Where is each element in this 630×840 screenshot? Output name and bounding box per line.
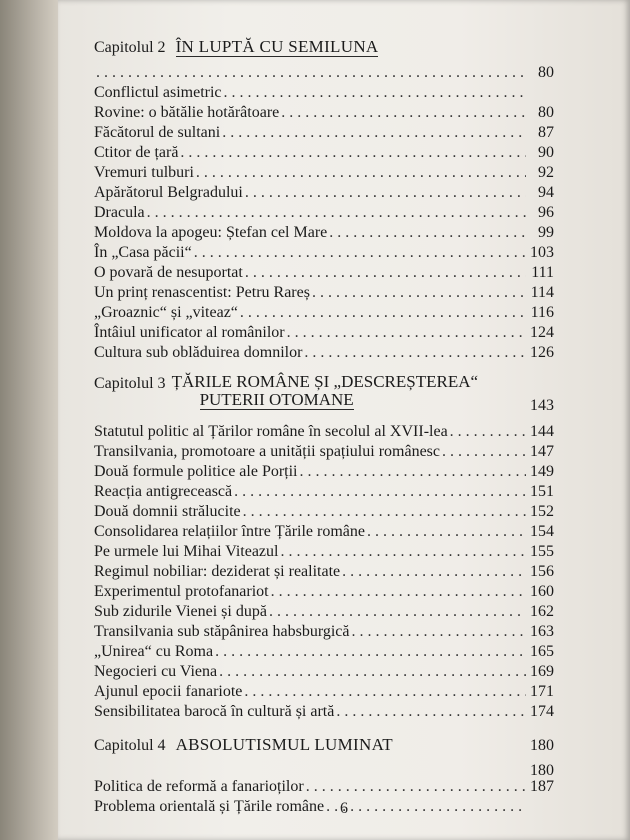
page-number: 6 [340,800,348,817]
toc-entry [94,103,554,123]
toc-page: 151 [530,483,554,500]
toc-page: 163 [530,623,554,640]
toc-page: 149 [530,463,554,480]
toc-label: Moldova la apogeu: Ștefan cel Mare [94,224,328,241]
toc-entry [94,662,554,682]
toc-entry [94,303,554,323]
table-of-contents [94,30,554,823]
chapter-2-title [94,36,378,59]
leader-dots [215,642,526,662]
toc-page: 169 [530,663,554,680]
leader-dots [245,183,526,203]
toc-page: 124 [530,324,554,341]
toc-page: 156 [530,563,554,580]
toc-entry [94,263,554,283]
toc-page: 165 [530,643,554,660]
leader-dots [271,582,526,602]
chapter-4-prefix: Capitolul 4 [94,737,166,754]
toc-page: 174 [530,703,554,720]
leader-dots [244,682,526,702]
toc-label: Experimentul protofanariot [94,583,269,600]
toc-label: Statutul politic al Țărilor române în secolul al XVII-lea [94,423,448,440]
toc-label: Pe urmele lui Mihai Viteazul [94,543,279,560]
leader-dots [287,323,526,343]
leader-dots [367,522,526,542]
toc-label: Reacția antigrecească [94,483,233,500]
leader-dots [147,203,526,223]
chapter-4-title [94,734,393,757]
toc-page: 80 [538,104,554,121]
leader-dots [352,622,527,642]
toc-label: Dracula [94,204,145,221]
toc-entry [94,797,554,817]
toc-label: Două formule politice ale Porții [94,463,298,480]
toc-entry [94,442,554,462]
leader-dots [312,283,526,303]
toc-label: „Groaznic“ și „viteaz“ [94,304,238,321]
toc-label: Transilvania, promotoare a unității spațiului românesc [94,443,440,460]
toc-entry [94,522,554,542]
toc-label: Apărătorul Belgradului [94,184,243,201]
toc-page: 154 [530,523,554,540]
leader-dots [304,343,526,363]
leader-dots [326,797,526,817]
toc-page: 160 [530,583,554,600]
chapter-4-name: ABSOLUTISMUL LUMINAT [175,735,393,754]
toc-entry [94,502,554,522]
toc-entry [94,482,554,502]
toc-entry [94,183,554,203]
toc-page: 155 [530,543,554,560]
leader-dots [280,542,526,562]
leader-dots [180,143,526,163]
leader-dots [342,562,526,582]
toc-page: 87 [538,124,554,141]
leader-dots [243,502,526,522]
chapter-2-heading [94,36,554,59]
toc-page: 90 [538,144,554,161]
toc-label: „Unirea“ cu Roma [94,643,214,660]
toc-entry [94,562,554,582]
toc-page: 99 [538,224,554,241]
toc-label: Ctitor de țară [94,144,179,161]
toc-entry [94,243,554,263]
toc-page: 126 [530,344,554,361]
toc-entry [94,283,554,303]
chapter-3 [94,373,554,722]
book-spine [0,0,58,840]
toc-entry [94,143,554,163]
toc-page: 116 [530,304,554,321]
leader-dots [329,223,526,243]
toc-label: În „Casa păcii“ [94,244,192,261]
toc-page: 187 [530,778,554,795]
chapter-3-title [94,373,478,410]
leader-dots [240,303,526,323]
toc-label: Regimul nobiliar: deziderat și realitate [94,563,341,580]
toc-label: Conflictul asimetric [94,84,222,101]
toc-label: Două domnii strălucite [94,503,241,520]
toc-page: 147 [530,443,554,460]
leader-dots [219,662,526,682]
toc-entry [94,582,554,602]
toc-label: Politica de reformă a fanarioților [94,778,304,795]
toc-label: Sub zidurile Vienei și după [94,603,267,620]
toc-label: Întâiul unificator al românilor [94,324,285,341]
toc-entry [94,83,554,103]
leader-dots [96,63,526,83]
toc-label: Un prinț renascentist: Petru Rareș [94,284,310,301]
toc-page: 96 [538,204,554,221]
toc-entry [94,462,554,482]
chapter-3-name-line1: ȚĂRILE ROMÂNE ȘI „DESCREȘTEREA“ [171,372,479,391]
toc-page: 111 [531,264,554,281]
toc-label: O povară de nesuportat [94,264,243,281]
toc-entry [94,702,554,722]
leader-dots [450,422,526,442]
chapter-2 [94,36,554,363]
leader-dots [196,163,526,183]
toc-page: 180 [530,762,554,779]
toc-page: 180 [530,737,554,754]
chapter-4 [94,734,554,817]
toc-label: Problema orientală și Țările române [94,798,325,815]
chapter-2-prefix: Capitolul 2 [94,39,166,56]
toc-entry [94,223,554,243]
toc-page: 171 [530,683,554,700]
leader-dots [194,243,526,263]
toc-page: 114 [530,284,554,301]
toc-entry [94,622,554,642]
leader-dots [224,83,526,103]
leader-dots [222,123,526,143]
toc-page: 94 [538,184,554,201]
toc-label: Consolidarea relațiilor între Țările române [94,523,365,540]
toc-page: 144 [530,423,554,440]
toc-entry [94,602,554,622]
leader-dots [245,263,526,283]
toc-entry [94,63,554,83]
toc-entry [94,682,554,702]
toc-entry [94,203,554,223]
toc-label: Rovine: o bătălie hotărâtoare [94,104,280,121]
toc-page: 103 [530,244,554,261]
leader-dots [234,482,526,502]
toc-label: Vremuri tulburi [94,164,194,181]
toc-label: Negocieri cu Viena [94,663,218,680]
toc-entry [94,422,554,442]
leader-dots [336,702,526,722]
chapter-2-name: ÎN LUPTĂ CU SEMILUNA [175,37,379,56]
toc-entry [94,542,554,562]
toc-entry [94,163,554,183]
chapter-3-prefix: Capitolul 3 [94,375,166,392]
toc-page: 152 [530,503,554,520]
toc-entry [94,323,554,343]
toc-entry [94,343,554,363]
leader-dots [300,462,527,482]
toc-label: Cultura sub oblăduirea domnilor [94,344,303,361]
toc-page: 92 [538,164,554,181]
toc-page: 80 [538,64,554,81]
toc-page: 162 [530,603,554,620]
leader-dots [306,777,526,797]
toc-label: Ajunul epocii fanariote [94,683,243,700]
chapter-3-name-line2: PUTERII OTOMANE [199,390,354,409]
leader-dots [269,602,526,622]
toc-entry [94,123,554,143]
toc-entry [94,777,554,797]
toc-label: Transilvania sub stăpânirea habsburgică [94,623,350,640]
toc-label: Sensibilitatea barocă în cultură și artă [94,703,335,720]
toc-entry [94,642,554,662]
toc-page: 143 [530,397,554,414]
toc-label: Făcătorul de sultani [94,124,221,141]
chapter-4-heading [94,734,554,757]
leader-dots [442,442,526,462]
leader-dots [281,103,526,123]
